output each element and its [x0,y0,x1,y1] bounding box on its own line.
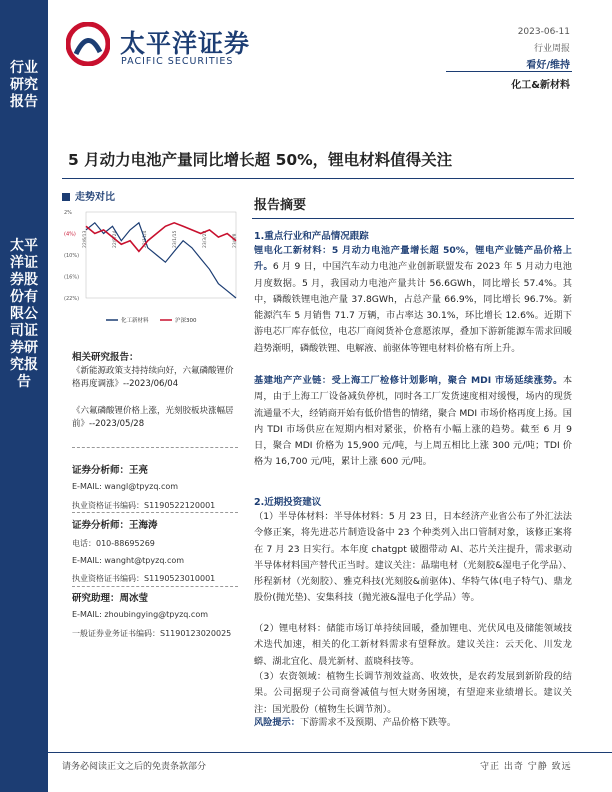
x-tick-label: 23/1/15 [173,230,178,248]
analyst-1-name: 证券分析师：王亮 [72,465,149,476]
summary-divider [252,218,574,219]
y-tick-label: (22%) [64,296,80,302]
x-tick-label: 22/8/24 [113,230,118,248]
analyst-2-name: 证券分析师：王海涛 [72,520,158,531]
footer-divider [48,752,612,753]
paragraph-battery: （2）锂电材料：储能市场订单持续回暖，叠加锂电、光伏风电及储能领域技术迭代加速，相关的化工新材料需求有望释放。建议关注：云天化、川发龙蟒、湖北宜化、晨光新材、蓝晓科技等。 [254,623,572,667]
assistant-cert: 一般证券业务证书编码：S1190123020025 [72,629,232,638]
related-report-1[interactable]: 《新能源政策支持持续向好，六氟磷酸锂价格再度调涨》--2023/06/04 [72,366,234,389]
industry: 化工&新材料 [511,80,570,91]
section-2-heading: 2.近期投资建议 [254,497,322,508]
header-divider [446,71,572,72]
analyst-1-email[interactable]: E-MAIL: wangl@tpyzq.com [72,482,179,491]
analyst-2-phone: 电话：010-88695269 [72,539,155,548]
section-1-heading: 1.重点行业和产品情况跟踪 [254,231,369,242]
x-tick-label: 22/6/13 [83,230,88,248]
sidebar-top-label: 行业研究报告 [10,60,38,110]
sidebar [0,0,48,792]
assistant-name: 研究助理：周冰莹 [72,593,149,604]
paragraph-infra-highlight: 基建地产产业链：受上海工厂检修计划影响，聚合 MDI 市场延续涨势。 [254,375,563,386]
paragraph-semiconductor: （1）半导体材料：半导体材料：5 月 23 日，日本经济产业省公布了外汇法法令修正案，将先进芯片制造设备中 23 个种类列入出口管制对象，该修正案将在 7 月 23 日实行。本年度 chatgpt 破圈带动 AI、芯片关注提升，需求驱动半导体材料国产替代正当时。建议关注：晶瑞电材（光刻胶&湿电子化学品）、彤程新材（光刻胶）、雅克科技(光刻胶&前驱体)、华特气体(电子特气)、鼎龙股份(抛光垫)、安集科技（抛光液&湿电子化学品）等。 [254,511,572,604]
sidebar-mid-label: 太平洋证券股份有限公司证券研究报告 [10,238,38,390]
analyst-2-cert: 执业资格证书编码：S1190523010001 [72,574,216,583]
divider [72,586,238,587]
y-tick-label: (10%) [64,253,80,259]
analyst-2-email[interactable]: E-MAIL: wanght@tpyzq.com [72,556,185,565]
footer-motto: 守正 出奇 宁静 致远 [480,762,572,772]
paragraph-lithium-body: 6 月 9 日，中国汽车动力电池产业创新联盟发布 2023 年 5 月动力电池月度数据。5 月，我国动力电池产量共计 56.6GWh，同比增长 57.4%。其中，磷酸铁锂电池产量 37.8GWh，占总产量 66.9%，同比增长 96.7%。新能源汽车 5 月销售 71.7 万辆，市占率达 30.1%，环比增长 12.6%。近期下游电芯厂库存低位，电芯厂商阅货补仓意愿浓厚，叠加下游新能源车需求回暖趋势渐明，磷酸铁锂、电解液、前驱体等锂电材料价格有所上升。 [254,261,572,354]
y-tick-label: (16%) [64,274,80,281]
risk-label: 风险提示： [254,717,300,728]
report-date: 2023-06-11 [517,27,570,37]
report-type: 行业周报 [533,44,570,54]
risk-text: 下游需求不及预期、产品价格下跌等。 [299,717,457,728]
legend-label: 化工新材料 [121,318,149,324]
paragraph-lithium [254,243,572,357]
y-tick-label: (4%) [64,231,76,238]
related-report-2[interactable]: 《六氟磷酸锂价格上涨，光刻胶板块涨幅居前》--2023/05/28 [72,406,234,429]
footer-disclaimer: 请务必阅读正文之后的免责条款部分 [62,762,207,772]
x-tick-label: 22/11/4 [143,230,148,248]
trend-chart [62,208,244,338]
legend-label: 沪深300 [175,318,197,324]
paragraph-lithium-highlight: 锂电化工新材料：5 月动力电池产量增长超 50%，锂电产业链产品价格上升。 [254,245,572,273]
divider [72,447,238,448]
pacific-securities-logo-icon [66,22,110,66]
brand-name-cn: 太平洋证券 [120,29,251,58]
trend-heading: 走势对比 [62,188,242,203]
summary-heading: 报告摘要 [254,198,307,213]
analyst-1-cert: 执业资格证书编码：S1190522120001 [72,501,216,510]
assistant-email[interactable]: E-MAIL: zhoubingying@tpyzq.com [72,610,209,619]
y-tick-label: 2% [64,210,72,216]
chart-frame [86,212,236,298]
report-title: 5 月动力电池产量同比增长超 50%，锂电材料值得关注 [68,151,453,169]
paragraph-risk [254,715,572,731]
divider [72,512,238,513]
x-tick-label: 23/6/8 [233,233,238,248]
x-tick-label: 23/3/28 [203,230,208,248]
paragraph-infra-body: 本周，由于上海工厂设备减负停机，同时各工厂发货速度相对缓慢，场内的现货流通量不大，经销商开始有低价惜售的情绪，聚合 MDI 市场价格再度上扬。国内 TDI 市场供应在短期内相对紧张，价格有小幅上涨的趋势。截至 6 月 9 日，聚合 MDI 价格为 15,900 元/吨，与上周五相比上涨 300 元/吨；TDI 价格为 16,700 元/吨，累计上涨 600 元/吨。 [254,375,572,468]
paragraph-infra [254,373,572,471]
series-line-hs300 [86,223,236,252]
title-divider [62,178,574,179]
related-heading: 相关研究报告： [72,352,139,363]
rating: 看好/维持 [526,60,570,71]
brand-name-en: PACIFIC SECURITIES [121,56,234,67]
paragraph-agri: （3）农资领域：植物生长调节剂效益高、收效快，是农药发展到新阶段的结果。公司据现子公司商誉减值与恒大财务困境，有望迎来业绩增长。建议关注：国光股份（植物生长调节剂）。 [254,671,572,715]
